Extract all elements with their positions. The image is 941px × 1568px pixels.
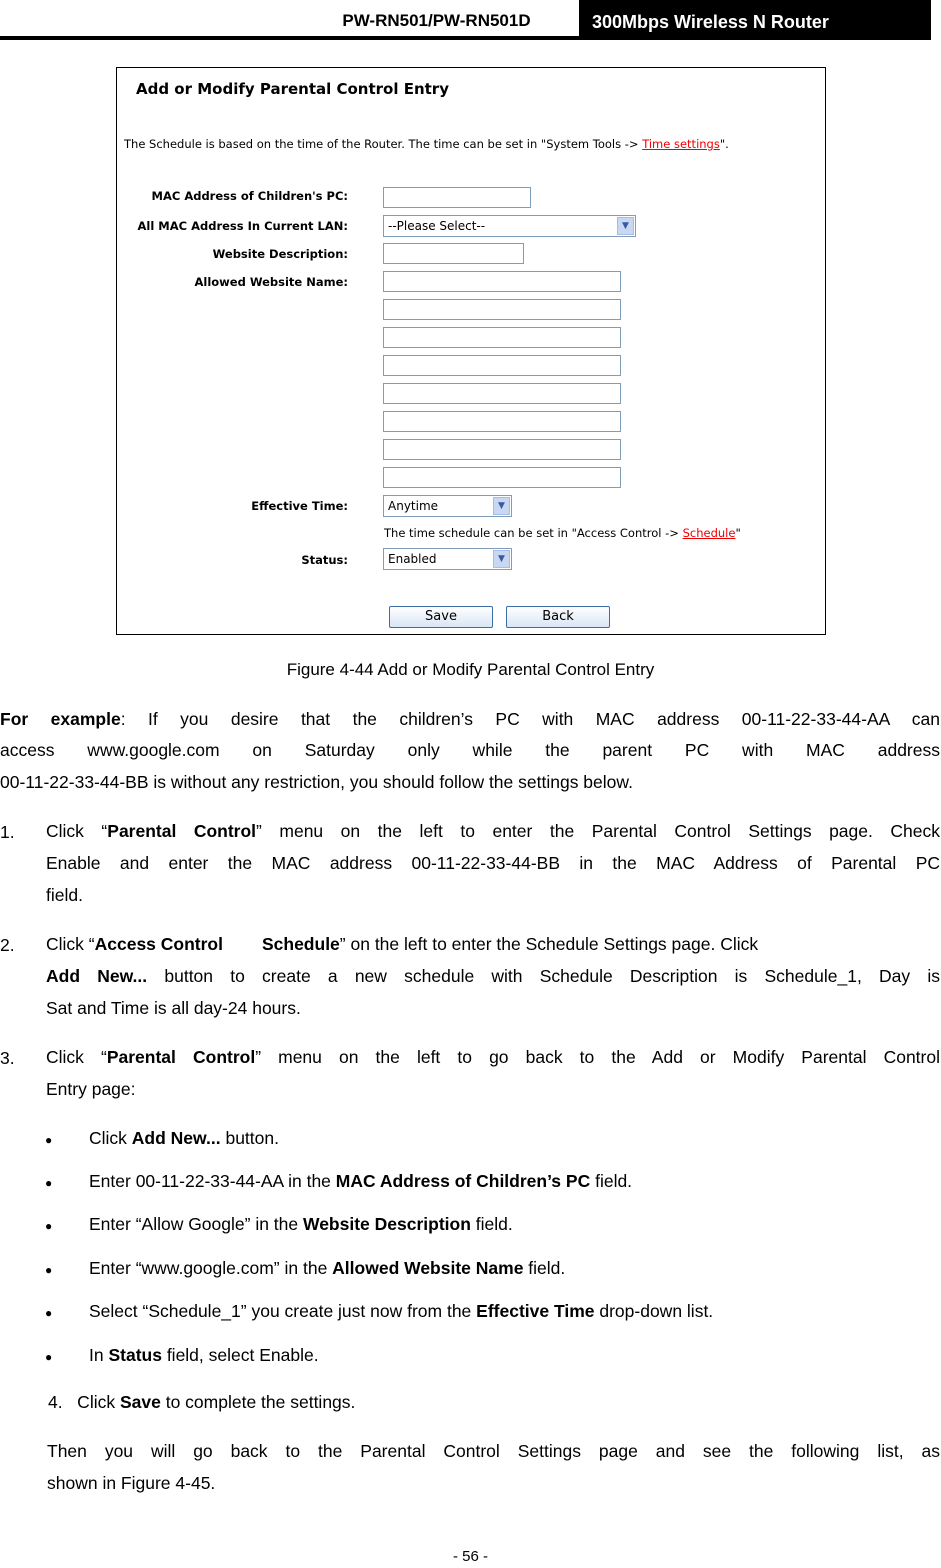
time-settings-link[interactable]: Time settings [642,137,720,151]
bullet-3-a: Enter “Allow Google” in the [89,1214,303,1234]
step-2-text-d: ” on the left to enter the Schedule Settings page. Click [339,934,759,954]
step-2-line-2 [46,961,940,992]
bullet-4-c: field. [523,1258,566,1278]
allowed-website-input-5[interactable] [383,383,621,404]
status-select[interactable] [383,548,512,570]
step-1-number: 1. [0,822,15,842]
bullet-4-b: Allowed Website Name [332,1258,524,1278]
step-4-a: 4. Click [48,1392,120,1412]
bullet-icon: ● [45,1133,53,1147]
step-1-line-2: Enable and enter the MAC address 00-11-22-33-44-BB in the MAC Address of Parental PC [46,853,940,873]
then-line-2: shown in Figure 4-45. [47,1473,216,1493]
step-3-number: 3. [0,1048,15,1068]
bullet-6-b: Status [108,1345,162,1365]
bullet-5-a: Select “Schedule_1” you create just now from the [89,1301,477,1321]
bullet-3-c: field. [470,1214,513,1234]
schedule-link[interactable]: Schedule [682,526,736,540]
bullet-2-c: field. [590,1171,633,1191]
status-label: Status: [301,553,348,567]
step-3-text-c: ” menu on the left to go back to the Add or Modify Parental Control [255,1047,940,1067]
example-bold: For example [0,709,121,729]
schedule-info-note [124,137,729,151]
website-description-input[interactable] [383,243,524,264]
bullet-icon: ● [45,1263,53,1277]
step-2-text-a: Click “ [46,934,95,954]
page-number: - 56 - [452,1548,488,1565]
bullet-6-c: field, select Enable. [161,1345,319,1365]
figure-caption: Figure 4-44 Add or Modify Parental Control Entry [286,660,655,679]
chevron-down-icon: ▼ [493,497,510,515]
step-4 [48,1387,355,1418]
step-1-bold: Parental Control [107,821,257,841]
bullet-1-c: button. [220,1128,279,1148]
example-line-2: access www.google.com on Saturday only while the parent PC with MAC address [0,740,940,760]
example-text-1: : If you desire that the children’s PC with MAC address 00-11-22-33-44-AA can [120,709,940,729]
schedule-note [384,526,741,540]
schedule-note-text: The time schedule can be set in "Access Control -> [384,526,683,540]
bullet-5-b: Effective Time [476,1301,595,1321]
status-value: Enabled [388,552,437,566]
bullet-3-b: Website Description [303,1214,471,1234]
bullet-4 [89,1258,565,1279]
step-4-c: to complete the settings. [160,1392,356,1412]
bullet-2-b: MAC Address of Children’s PC [335,1171,591,1191]
note-suffix: ". [719,137,729,151]
all-mac-label: All MAC Address In Current LAN: [137,219,348,233]
bullet-1-b: Add New... [131,1128,221,1148]
all-mac-select[interactable] [383,215,636,237]
form-title: Add or Modify Parental Control Entry [136,80,449,98]
chevron-down-icon: ▼ [617,217,634,235]
step-1-text-a: Click “ [46,821,108,841]
effective-time-value: Anytime [388,499,439,513]
header-product: 300Mbps Wireless N Router [579,0,931,36]
bullet-4-a: Enter “www.google.com” in the [89,1258,333,1278]
bullet-icon: ● [45,1176,53,1190]
mac-children-input[interactable] [383,187,531,208]
chevron-down-icon: ▼ [493,550,510,568]
allowed-website-input-3[interactable] [383,327,621,348]
allowed-website-input-4[interactable] [383,355,621,376]
bullet-1-a: Click [89,1128,132,1148]
step-2-line-3: Sat and Time is all day-24 hours. [46,998,301,1018]
save-button[interactable]: Save [389,606,493,628]
step-2-number: 2. [0,935,15,955]
bullet-3 [89,1214,513,1235]
bullet-icon: ● [45,1306,53,1320]
header-model: PW-RN501/PW-RN501D [342,11,531,30]
step-2-line-1 [46,929,940,960]
bullet-1 [89,1128,279,1149]
allowed-website-input-2[interactable] [383,299,621,320]
step-3-line-2: Entry page: [46,1079,136,1099]
allowed-website-input-6[interactable] [383,411,621,432]
allowed-website-input-1[interactable] [383,271,621,292]
then-line-1: Then you will go back to the Parental Control Settings page and see the following list, as [47,1441,940,1461]
bullet-6 [89,1345,319,1366]
allowed-website-label: Allowed Website Name: [194,275,348,289]
step-3-bold: Parental Control [106,1047,256,1067]
website-description-label: Website Description: [212,247,348,261]
effective-time-label: Effective Time: [251,499,348,513]
step-2-text-b: button to create a new schedule with Schedule Description is Schedule_1, Day is [147,966,940,986]
mac-children-label: MAC Address of Children's PC: [151,189,348,203]
back-button[interactable]: Back [506,606,610,628]
example-line-3: 00-11-22-33-44-BB is without any restriction, you should follow the settings below. [0,772,633,792]
allowed-website-input-7[interactable] [383,439,621,460]
bullet-icon: ● [45,1350,53,1364]
bullet-2 [89,1171,632,1192]
step-1-text-c: ” menu on the left to enter the Parental Control Settings page. Check [256,821,940,841]
parental-control-screenshot [116,67,826,635]
step-2-bold-schedule: Schedule [261,934,340,954]
all-mac-value: --Please Select-- [388,219,486,233]
step-2-bold-add-new: Add New... [46,966,148,986]
bullet-icon: ● [45,1219,53,1233]
bullet-6-a: In [89,1345,109,1365]
step-2-bold-access: Access Control [94,934,223,954]
example-line-1 [0,704,940,735]
step-1-line-3: field. [46,885,83,905]
schedule-note-suffix: " [735,526,741,540]
step-3-text-a: Click “ [46,1047,107,1067]
bullet-5-c: drop-down list. [594,1301,714,1321]
step-1-line-1 [46,816,940,847]
step-4-bold: Save [119,1392,161,1412]
step-3-line-1 [46,1042,940,1073]
note-text: The Schedule is based on the time of the Router. The time can be set in "System Tools -> [124,137,643,151]
allowed-website-input-8[interactable] [383,467,621,488]
bullet-5 [89,1301,713,1322]
header-rule [0,36,931,40]
bullet-2-a: Enter 00-11-22-33-44-AA in the [89,1171,336,1191]
effective-time-select[interactable] [383,495,512,517]
